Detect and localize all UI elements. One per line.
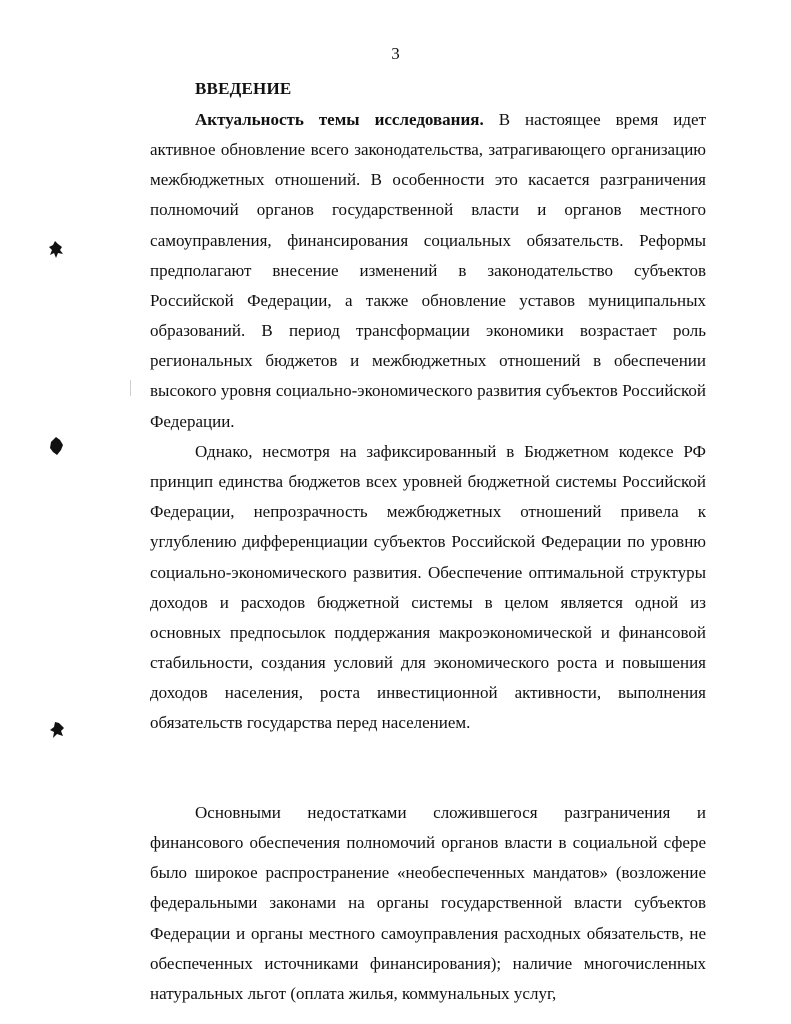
paragraph-however bbox=[150, 437, 706, 739]
paragraph-text: Однако, несмотря на зафиксированный в Бюджетном кодексе РФ принцип единства бюджетов всех уровней бюджетной системы Российской Федерации, непрозрачность межбюджетных отношений привела к углублению дифференциации субъектов Российской Федерации по уровню социально-экономического развития. Обеспечение оптимальной структуры доходов и расходов бюджетной системы в целом является одной из основных предпосылок поддержания макроэкономической и финансовой стабильности, создания условий для экономического роста и повышения доходов населения, роста инвестиционной активности, выполнения обязательств государства перед населением. bbox=[150, 442, 706, 733]
paragraph-relevance bbox=[150, 105, 706, 437]
punch-hole-mark bbox=[48, 240, 64, 260]
paragraph-text: В настоящее время идет активное обновление всего законодательства, затрагивающего организацию межбюджетных отношений. В особенности это касается разграничения полномочий органов государственной власти и органов местного самоуправления, финансирования социальных обязательств. Реформы предполагают внесение изменений в законодательство субъектов Российской Федерации, а также обновление уставов муниципальных образований. В период трансформации экономики возрастает роль региональных бюджетов и межбюджетных отношений в обеспечении высокого уровня социально-экономического развития субъектов Российской Федерации. bbox=[150, 110, 706, 431]
paragraph-text: Основными недостатками сложившегося разграничения и финансового обеспечения полномочий органов власти в социальной сфере было широкое распространение «необеспеченных мандатов» (возложение федеральными законами на органы государственной власти субъектов Федерации и органы местного самоуправления расходных обязательств, не обеспеченных источниками финансирования); наличие многочисленных натуральных льгот (оплата жилья, коммунальных услуг, bbox=[150, 803, 706, 1003]
page-number: 3 bbox=[391, 44, 400, 63]
punch-hole-mark bbox=[49, 720, 65, 740]
section-heading: ВВЕДЕНИЕ bbox=[195, 79, 292, 98]
paragraph-shortcomings bbox=[150, 798, 706, 1009]
scan-artifact-line bbox=[130, 380, 131, 396]
paragraph-lead: Актуальность темы исследования. bbox=[195, 110, 484, 129]
punch-hole-mark bbox=[48, 436, 64, 456]
